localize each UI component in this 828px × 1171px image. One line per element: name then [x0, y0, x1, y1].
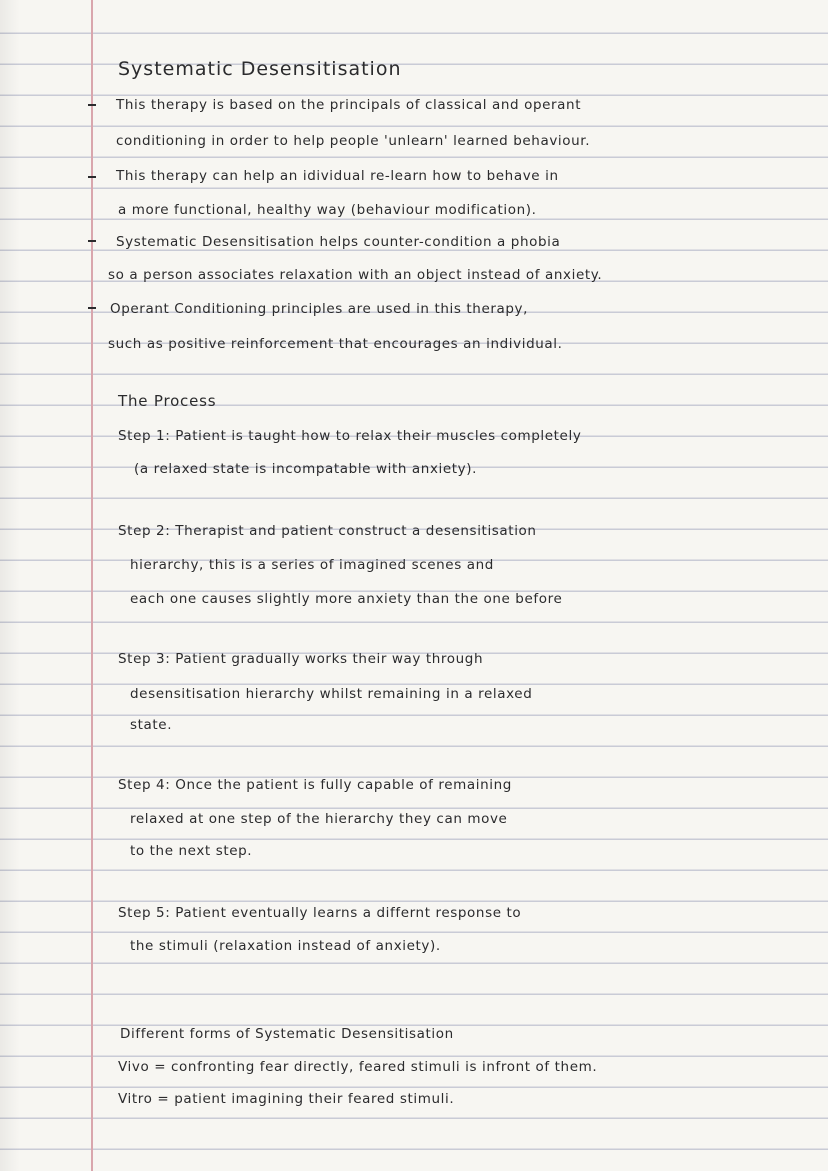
step-5-line: the stimuli (relaxation instead of anxiety).: [130, 938, 441, 954]
vivo-line: Vivo = confronting fear directly, feared stimuli is infront of them.: [118, 1059, 598, 1075]
step-4-line: relaxed at one step of the hierarchy they can move: [130, 811, 508, 827]
page-shadow: [0, 0, 20, 1171]
step-4-line: Step 4: Once the patient is fully capable of remaining: [118, 777, 512, 793]
step-4-line: to the next step.: [130, 843, 253, 859]
vitro-line: Vitro = patient imagining their feared stimuli.: [118, 1091, 455, 1107]
step-3-line: Step 3: Patient gradually works their way through: [118, 651, 484, 667]
intro-line: conditioning in order to help people 'unlearn' learned behaviour.: [116, 133, 591, 149]
page-title: Systematic Desensitisation: [118, 58, 402, 80]
process-heading: The Process: [118, 392, 217, 410]
intro-line: so a person associates relaxation with an object instead of anxiety.: [108, 267, 603, 283]
bullet-dash: [88, 307, 96, 309]
step-5-line: Step 5: Patient eventually learns a differnt response to: [118, 905, 522, 921]
intro-line: a more functional, healthy way (behaviour modification).: [118, 202, 537, 218]
intro-line: This therapy is based on the principals of classical and operant: [116, 97, 582, 113]
step-1-line: (a relaxed state is incompatable with anxiety).: [134, 461, 478, 477]
intro-line: such as positive reinforcement that encourages an individual.: [108, 336, 563, 352]
bullet-dash: [88, 176, 96, 178]
bullet-dash: [88, 240, 96, 242]
intro-line: Operant Conditioning principles are used in this therapy,: [110, 301, 529, 317]
intro-line: Systematic Desensitisation helps counter-condition a phobia: [116, 234, 561, 250]
bullet-dash: [88, 104, 96, 106]
step-3-line: state.: [130, 717, 173, 733]
step-2-line: hierarchy, this is a series of imagined scenes and: [130, 557, 494, 573]
forms-heading: Different forms of Systematic Desensitisation: [120, 1026, 454, 1042]
step-1-line: Step 1: Patient is taught how to relax their muscles completely: [118, 428, 582, 444]
step-2-line: Step 2: Therapist and patient construct a desensitisation: [118, 523, 537, 539]
step-2-line: each one causes slightly more anxiety than the one before: [130, 591, 563, 607]
intro-line: This therapy can help an idividual re-learn how to behave in: [116, 168, 559, 184]
step-3-line: desensitisation hierarchy whilst remaining in a relaxed: [130, 686, 533, 702]
